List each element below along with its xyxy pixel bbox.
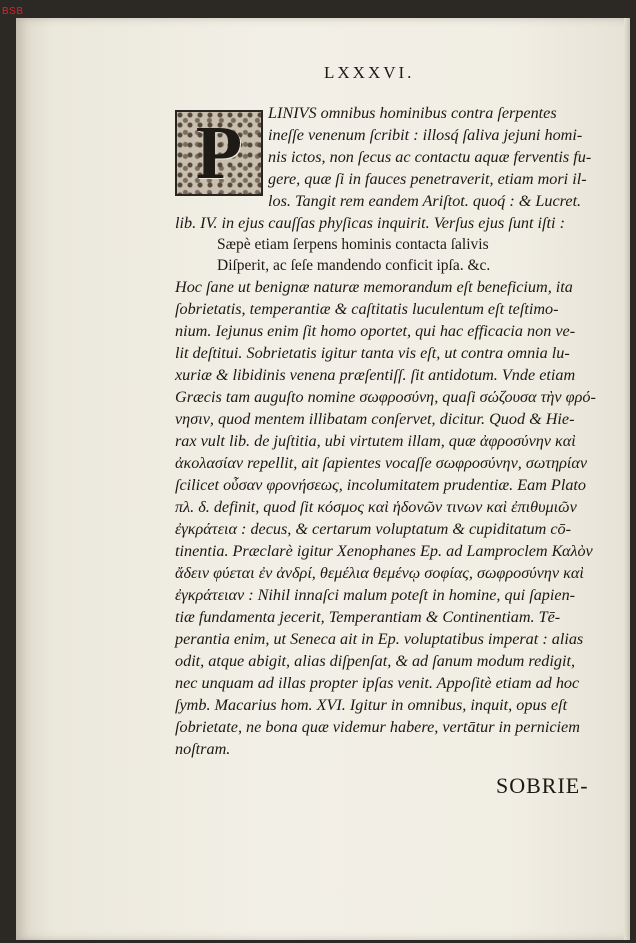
text-line: πλ. δ. definit, quod ſit κόσμος καὶ ἡδονῶν τινων καὶ ἐπιθυμιῶν bbox=[175, 498, 577, 516]
text-line: ἀκολασίαν repellit, ait ſapientes vocaſſe σωφροσύνην, σωτηρίαν bbox=[175, 454, 588, 472]
text-line: nium. Iejunus enim ſit homo oportet, qui hac efficacia non ve- bbox=[175, 322, 576, 340]
text-line: nec unquam ad illas propter ipſas venit. Appoſitè etiam ad hoc bbox=[175, 674, 580, 692]
page-edge bbox=[624, 18, 630, 940]
text-line: ἄδειν φύεται ἐν ἀνδρί, θεμέλια θεμένῳ σοφίας, σωφροσύνην καὶ bbox=[175, 564, 584, 582]
text-line: Græcis tam auguſto nomine σωφροσύνη, quaſi σώζουσα τὴν φρό- bbox=[175, 388, 596, 406]
text-line: rax vult lib. de juſtitia, ubi virtutem illam, quæ ἀφροσύνην καὶ bbox=[175, 432, 576, 450]
verse-line: Sæpè etiam ſerpens hominis contacta ſalivis bbox=[217, 236, 489, 253]
text-line: ἐγκράτειαν : Nihil innaſci malum poteſt in homine, qui ſapien- bbox=[175, 586, 576, 604]
initial-letter: P bbox=[195, 111, 243, 195]
text-line: perantia enim, ut Seneca ait in Ep. voluptatibus imperat : alias bbox=[175, 630, 584, 648]
text-line: gere, quæ ſi in fauces penetraverit, etiam mori il- bbox=[268, 170, 587, 188]
text-line: ineſſe venenum ſcribit : illosq́ ſaliva jejuni homi- bbox=[268, 126, 583, 144]
library-stamp: BSB bbox=[2, 6, 24, 17]
text-line: LINIVS omnibus hominibus contra ſerpentes bbox=[268, 104, 557, 122]
text-line: lib. IV. in ejus cauſſas phyſicas inquirit. Verſus ejus ſunt iſti : bbox=[175, 214, 565, 232]
decorated-initial bbox=[175, 110, 263, 196]
text-line: tiæ fundamenta jecerit, Temperantiam & Continentiam. Tē- bbox=[175, 608, 561, 626]
text-line: Hoc ſane ut benignæ naturæ memorandum eſt beneficium, ita bbox=[175, 278, 573, 296]
text-line: xuriæ & libidinis venena præſentiſſ. ſit antidotum. Vnde etiam bbox=[175, 366, 576, 384]
verse-line: Diſperit, ac ſeſe mandendo conficit ipſa. &c. bbox=[217, 257, 491, 274]
text-line: νησιν, quod mentem illibatam conſervet, dicitur. Quod & Hie- bbox=[175, 410, 575, 428]
text-line: lit deſtitui. Sobrietatis igitur tanta vis eſt, ut contra omnia lu- bbox=[175, 344, 570, 362]
text-line: odit, atque abigit, alias diſpenſat, & ad ſanum modum redigit, bbox=[175, 652, 576, 670]
text-line: los. Tangit rem eandem Ariſtot. quoq́ : & Lucret. bbox=[268, 192, 582, 210]
text-line: ἐγκράτεια : decus, & certarum voluptatum & cupiditatum cō- bbox=[175, 520, 571, 538]
folio-number: LXXXVI. bbox=[324, 63, 415, 82]
text-line: noſtram. bbox=[175, 740, 231, 758]
text-line: ſobrietate, ne bona quæ videmur habere, vertātur in perniciem bbox=[175, 718, 580, 736]
text-line: ſobrietatis, temperantiæ & caſtitatis luculentum eſt teſtimo- bbox=[175, 300, 559, 318]
text-line: ſcilicet οὖσαν φρονήσεως, incolumitatem prudentiæ. Eam Plato bbox=[175, 476, 587, 494]
text-line: nis ictos, non ſecus ac contactu aquæ ferventis fu- bbox=[268, 148, 592, 166]
text-line: tinentia. Præclarè igitur Xenophanes Ep. ad Lamproclem Καλὸν bbox=[175, 542, 593, 560]
text-line: ſymb. Macarius hom. XVI. Igitur in omnibus, inquit, opus eſt bbox=[175, 696, 568, 714]
catchword: SOBRIE- bbox=[496, 773, 589, 798]
